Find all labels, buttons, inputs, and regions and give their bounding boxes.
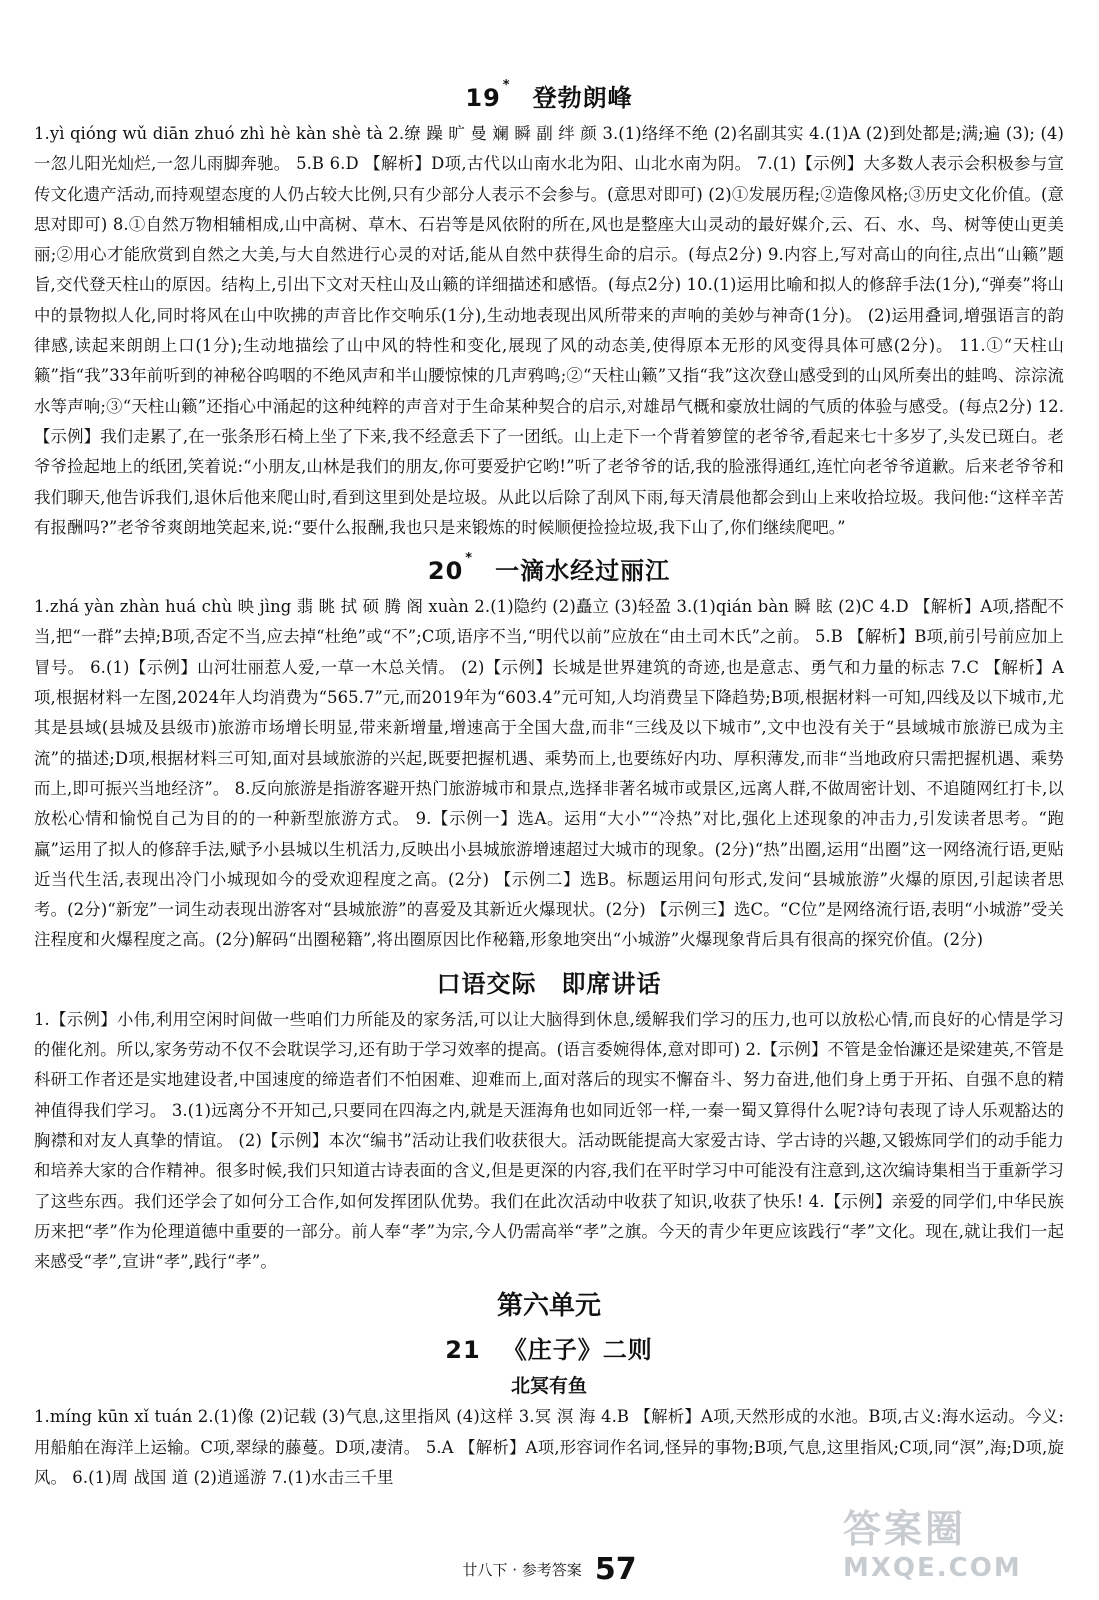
answer-page [34, 78, 1064, 1501]
watermark-url: MXQE.COM [843, 1553, 1022, 1583]
section-title-20 [34, 551, 1064, 586]
section-number: 19 [465, 84, 501, 112]
section-mark: * [465, 551, 474, 567]
page-number: 57 [594, 1552, 637, 1587]
section-answers-19: 1.yì qióng wǔ diān zhuó zhì hè kàn shè tà 2.缭 躁 旷 曼 斓 瞬 副 绊 颜 3.(1)络绎不绝 (2)名副其实 4.(1)A (2)到处都是;满;遍 (3); (4)一忽儿阳光灿烂,一忽儿雨脚奔驰。 5.B 6.D 【解析】D项,古代以山南水北为阳、山北水南为阴。 7.(1)【示例】大多数人表示会积极参与宣传文化遗产活动,而持观望态度的人仍占较大比例,只有少部分人表示不会参与。(意思对即可) (2)①发展历程;②造像风格;③历史文化价值。(意思对即可) 8.①自然万物相辅相成,山中高树、草木、石岩等是风依附的所在,风也是整座大山灵动的最好媒介,云、石、水、鸟、树等使山更美丽;②用心才能欣赏到自然之大美,与大自然进行心灵的对话,能从自然中获得生命的启示。(每点2分) 9.内容上,写对高山的向往,点出“山籁”题旨,交代登天柱山的原因。结构上,引出下文对天柱山及山籁的详细描述和感悟。(每点2分) 10.(1)运用比喻和拟人的修辞手法(1分),“弹奏”将山中的景物拟人化,同时将风在山中吹拂的声音比作交响乐(1分),生动地表现出风所带来的声响的美妙与神奇(1分)。 (2)运用叠词,增强语言的韵律感,读起来朗朗上口(1分);生动地描绘了山中风的特性和变化,展现了风的动态美,使得原本无形的风变得具体可感(2分)。 11.①“天柱山籁”指“我”33年前听到的神秘谷呜咽的不绝风声和半山腰惊悚的几声鸦鸣;②“天柱山籁”又指“我”这次登山感受到的山风所奏出的蛙鸣、淙淙流水等声响;③“天柱山籁”还指心中涌起的这种纯粹的声音对于生命某种契合的启示,对雄昂气概和豪放壮阔的气质的体验与感受。(每点2分) 12.【示例】我们走累了,在一张条形石椅上坐了下来,我不经意丢下了一团纸。山上走下一个背着箩筐的老爷爷,看起来七十多岁了,头发已斑白。老爷爷捡起地上的纸团,笑着说:“小朋友,山林是我们的朋友,你可要爱护它哟!”听了老爷爷的话,我的脸涨得通红,连忙向老爷爷道歉。后来老爷爷和我们聊天,他告诉我们,退休后他来爬山时,看到这里到处是垃圾。从此以后除了刮风下雨,每天清晨他都会到山上来收拾垃圾。我问他:“这样辛苦有报酬吗?”老爷爷爽朗地笑起来,说:“要什么报酬,我也只是来锻炼的时候顺便捡捡垃圾,我下山了,你们继续爬吧。” [34, 124, 1064, 537]
section-title-text: 口语交际 即席讲话 [436, 969, 662, 998]
section-answers-20: 1.zhá yàn zhàn huá chù 映 jìng 翡 眺 拭 硕 腾 阁 xuàn 2.(1)隐约 (2)矗立 (3)轻盈 3.(1)qián bàn 瞬 眩 (2)C 4.D 【解析】A项,搭配不当,把“一群”去掉;B项,否定不当,应去掉“杜绝”或“不”;C项,语序不当,“明代以前”应放在“由土司木氏”之前。 5.B 【解析】B项,前引号前应加上冒号。 6.(1)【示例】山河壮丽惹人爱,一草一木总关情。 (2)【示例】长城是世界建筑的奇迹,也是意志、勇气和力量的标志 7.C 【解析】A项,根据材料一左图,2024年人均消费为“565.7”元,而2019年为“603.4”元可知,人均消费呈下降趋势;B项,根据材料一可知,四线及以下城市,尤其是县域(县城及县级市)旅游市场增长明显,带来新增量,增速高于全国大盘,而非“三线及以下城市”,文中也没有关于“县域城市旅游已成为主流”的描述;D项,根据材料三可知,面对县域旅游的兴起,既要把握机遇、乘势而上,也要练好内功、厚积薄发,而非“当地政府只需把握机遇、乘势而上,即可振兴当地经济”。 8.反向旅游是指游客避开热门旅游城市和景点,选择非著名城市或景区,远离人群,不做周密计划、不追随网红打卡,以放松心情和愉悦自己为目的的一种新型旅游方式。 9.【示例一】选A。运用“大小”“冷热”对比,强化上述现象的冲击力,引发读者思考。“跑赢”运用了拟人的修辞手法,赋予小县城以生机活力,反映出小县城旅游增速超过大城市的现象。(2分)“热”出圈,运用“出圈”这一网络流行语,更贴近当代生活,表现出冷门小城现如今的受欢迎程度之高。(2分) 【示例二】选B。标题运用问句形式,发问“县城旅游”火爆的原因,引起读者思考。(2分)“新宠”一词生动表现出游客对“县城旅游”的喜爱及其新近火爆现状。(2分) 【示例三】选C。“C位”是网络流行语,表明“小城游”受关注程度和火爆程度之高。(2分)解码“出圈秘籍”,将出圈原因比作秘籍,形象地突出“小城游”火爆现象背后具有很高的探究价值。(2分) [34, 597, 1064, 950]
footer-label: 廿八下 · 参考答案 [462, 1561, 582, 1579]
section-answers-oral: 1.【示例】小伟,利用空闲时间做一些咱们力所能及的家务活,可以让大脑得到休息,缓解我们学习的压力,也可以放松心情,而良好的心情是学习的催化剂。所以,家务劳动不仅不会耽误学习,还有助于学习效率的提高。(语言委婉得体,意对即可) 2.【示例】不管是金怡濂还是梁建英,不管是科研工作者还是实地建设者,中国速度的缔造者们不怕困难、迎难而上,面对落后的现实不懈奋斗、努力奋进,他们身上勇于开拓、自强不息的精神值得我们学习。 3.(1)远离分不开知己,只要同在四海之内,就是天涯海角也如同近邻一样,一秦一蜀又算得什么呢?诗句表现了诗人乐观豁达的胸襟和对友人真挚的情谊。 (2)【示例】本次“编书”活动让我们收获很大。活动既能提高大家爱古诗、学古诗的兴趣,又锻炼同学们的动手能力和培养大家的合作精神。很多时候,我们只知道古诗表面的含义,但是更深的内容,我们在平时学习中可能没有注意到,这次编诗集相当于重新学习了这些东西。我们还学会了如何分工合作,如何发挥团队优势。我们在此次活动中收获了知识,收获了快乐! 4.【示例】亲爱的同学们,中华民族历来把“孝”作为伦理道德中重要的一部分。前人奉“孝”为宗,今人仍需高举“孝”之旗。今天的青少年更应该践行“孝”文化。现在,就让我们一起来感受“孝”,宣讲“孝”,践行“孝”。 [34, 1009, 1064, 1272]
section-title-text: 登勃朗峰 [532, 84, 633, 112]
section-title-oral [34, 964, 1064, 999]
lesson-number: 21 [445, 1336, 481, 1365]
lesson-subtitle: 北冥有鱼 [510, 1375, 587, 1398]
watermark-text: 答案圈 [843, 1507, 967, 1551]
watermark-logo [843, 1498, 1073, 1594]
section-title-19 [34, 78, 1064, 113]
lesson-title-21 [34, 1330, 1064, 1365]
unit-title: 第六单元 [496, 1291, 601, 1322]
section-mark: * [502, 78, 511, 93]
section-number: 20 [427, 557, 464, 586]
lesson-title-text: 《庄子》二则 [502, 1336, 653, 1365]
lesson-answers-21: 1.míng kūn xǐ tuán 2.(1)像 (2)记载 (3)气息,这里指风 (4)这样 3.冥 溟 海 4.B 【解析】A项,天然形成的水池。B项,古义:海水运动。今义:用船舶在海洋上运输。C项,翠绿的藤蔓。D项,凄清。 5.A 【解析】A项,形容词作名词,怪异的事物;B项,气息,这里指风;C项,同“溟”,海;D项,旋风。 6.(1)周 战国 道 (2)逍遥游 7.(1)水击三千里 [34, 1407, 1064, 1487]
section-title-text: 一滴水经过丽江 [495, 557, 671, 586]
